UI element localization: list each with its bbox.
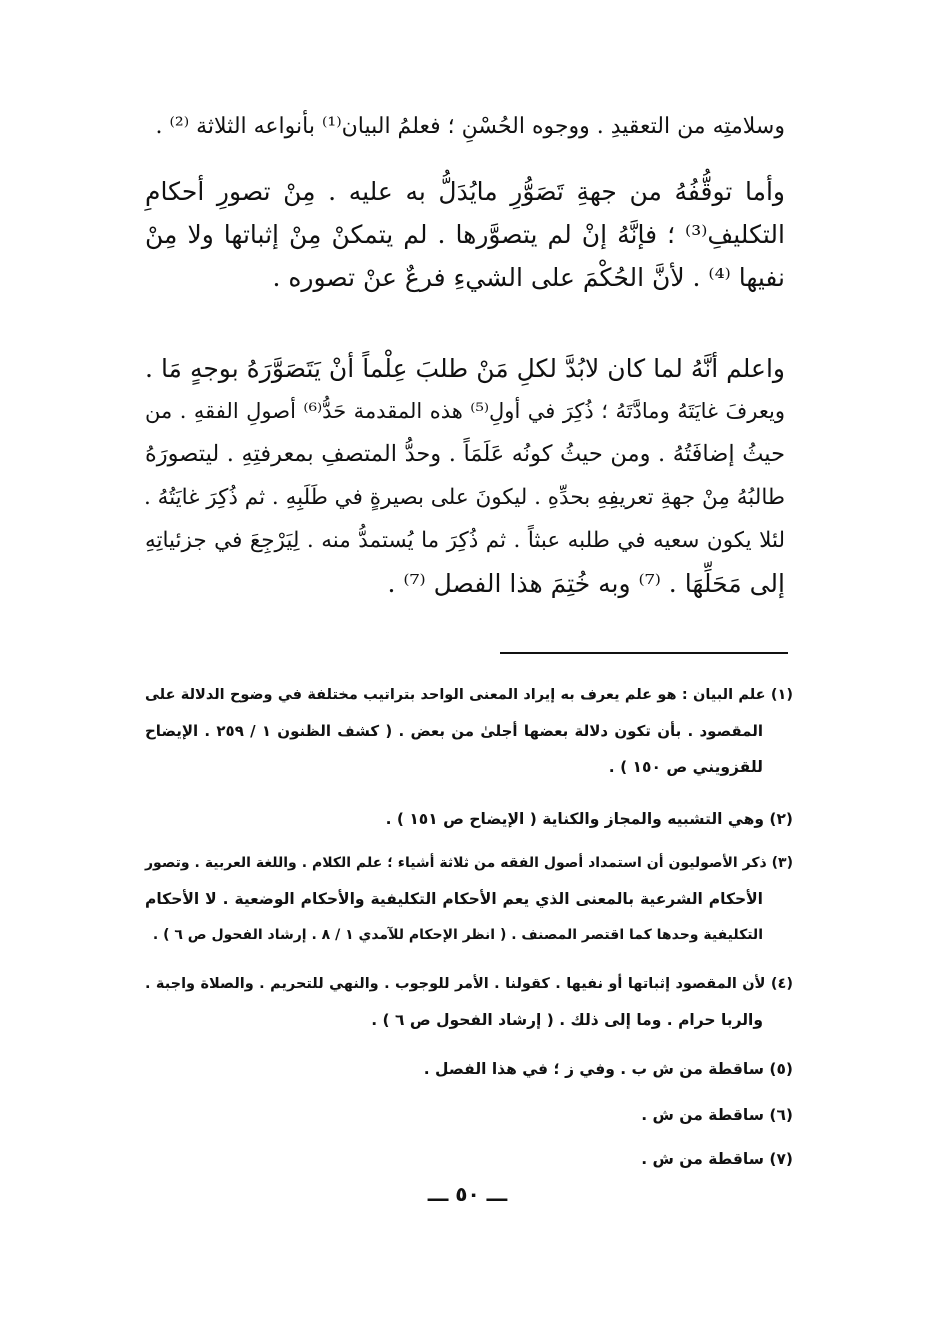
footnote-separator	[500, 652, 788, 654]
page-number: ـــ ٥٠ ـــ	[427, 1182, 508, 1206]
footnote-line: (٧) ساقطة من ش .	[641, 1150, 793, 1168]
text-line: وأما توقُّفُهُ من جهةِ تَصَوُّرِ مايُدَلُّ به عليه . مِنْ تصورِ أحكامِ	[145, 177, 785, 206]
text-line: التكليفِ⁽³⁾ ؛ فإنَّهُ إنْ لم يتصوَّرها . لم يتمكنْ مِنْ إثباتها ولا مِنْ	[145, 220, 785, 249]
footnote-line: (١) علم البيان : هو علم يعرف به إيراد المعنى الواحد بتراتيب مختلفة في وضوح الدلالة على	[145, 687, 793, 703]
footnote-line: والربا حرام . وما إلى ذلك . ( إرشاد الفحول ص ٦ ) .	[371, 1011, 763, 1029]
footnote-line: التكليفية وحدها كما اقتصر المصنف . ( انظر الإحكام للآمدي ١ / ٨ . إرشاد الفحول ص ٦ ) .	[152, 927, 763, 943]
footnote-3	[145, 845, 793, 953]
footnote-6	[145, 1097, 793, 1133]
text-line: واعلم أنَّهُ لما كان لابُدَّ لكلِ مَنْ طلبَ عِلْماً أنْ يَتَصَوَّرَهُ بوجهٍ مَا .	[145, 354, 785, 383]
footnote-5	[145, 1051, 793, 1087]
footnote-line: (٥) ساقطة من ش ب . وفي ز ؛ في هذا الفصل .	[423, 1060, 793, 1078]
text-line: ويعرفَ غايَتَهُ ومادَّتَهُ ؛ ذُكِرَ في أولِ⁽⁵⁾ هذه المقدمة حَدُّ⁽⁶⁾ أصولِ الفقهِ . من	[145, 399, 785, 423]
text-line: وسلامتِه من التعقيدِ . ووجوه الحُسْنِ ؛ فعلمُ البيان⁽¹⁾ بأنواعه الثلاثة ⁽²⁾ .	[155, 114, 785, 139]
footnote-1	[145, 677, 793, 785]
footnote-line: (٦) ساقطة من ش .	[641, 1106, 793, 1124]
footnote-line: (٤) لأن المقصود إثباتها أو نفيها . كقولنا . الأمر للوجوب . والنهي للتحريم . والصلاة واجبة .	[145, 976, 793, 992]
footnote-line: (٢) وهي التشبيه والمجاز والكناية ( الإيضاح ص ١٥١ ) .	[385, 810, 793, 828]
footnote-2	[145, 801, 793, 837]
text-line: نفيها ⁽⁴⁾ . لأنَّ الحُكْمَ على الشيءِ فرعٌ عنْ تصوره .	[272, 263, 785, 292]
paragraph-2	[145, 170, 785, 299]
footnote-line: المقصود . بأن تكون دلالة بعضها أجلىٰ من بعض . ( كشف الظنون ١ / ٢٥٩ . الإيضاح	[145, 722, 763, 740]
paragraph-1	[145, 105, 785, 148]
text-line: إلى مَحَلِّهَا . ⁽⁷⁾ وبه خُتِمَ هذا الفصل ⁽⁷⁾ .	[387, 569, 785, 598]
footnote-line: الأحكام الشرعية بالمعنى الذي يعم الأحكام التكليفية والأحكام الوضعية . لا الأحكام	[145, 890, 763, 908]
footnote-7	[145, 1141, 793, 1177]
footnote-line: للقزويني ص ١٥٠ ) .	[608, 758, 763, 776]
footnote-line: (٣) ذكر الأصوليون أن استمداد أصول الفقه من ثلاثة أشياء ؛ علم الكلام . واللغة العربية . وتصور	[145, 855, 793, 871]
text-line: لئلا يكون سعيه في طلبه عبثاً . ثم ذُكِرَ ما يُستمدُّ منه . لِيَرْجِعَ في جزئياتِهِ	[145, 528, 785, 553]
text-line: حيثُ إضافَتُهُ . ومن حيثُ كونُه عَلَمَاً . وحدُّ المتصفِ بمعرفتِهِ . ليتصورَهُ	[145, 441, 785, 467]
text-line: طالبُهُ مِنْ جهةِ تعريفِهِ بحدِّهِ . ليكونَ على بصيرةٍ في طَلَبِهِ . ثم ذُكِرَ غايَتُهُ .	[144, 485, 785, 510]
paragraph-3	[145, 347, 785, 605]
footnote-4	[145, 966, 793, 1038]
